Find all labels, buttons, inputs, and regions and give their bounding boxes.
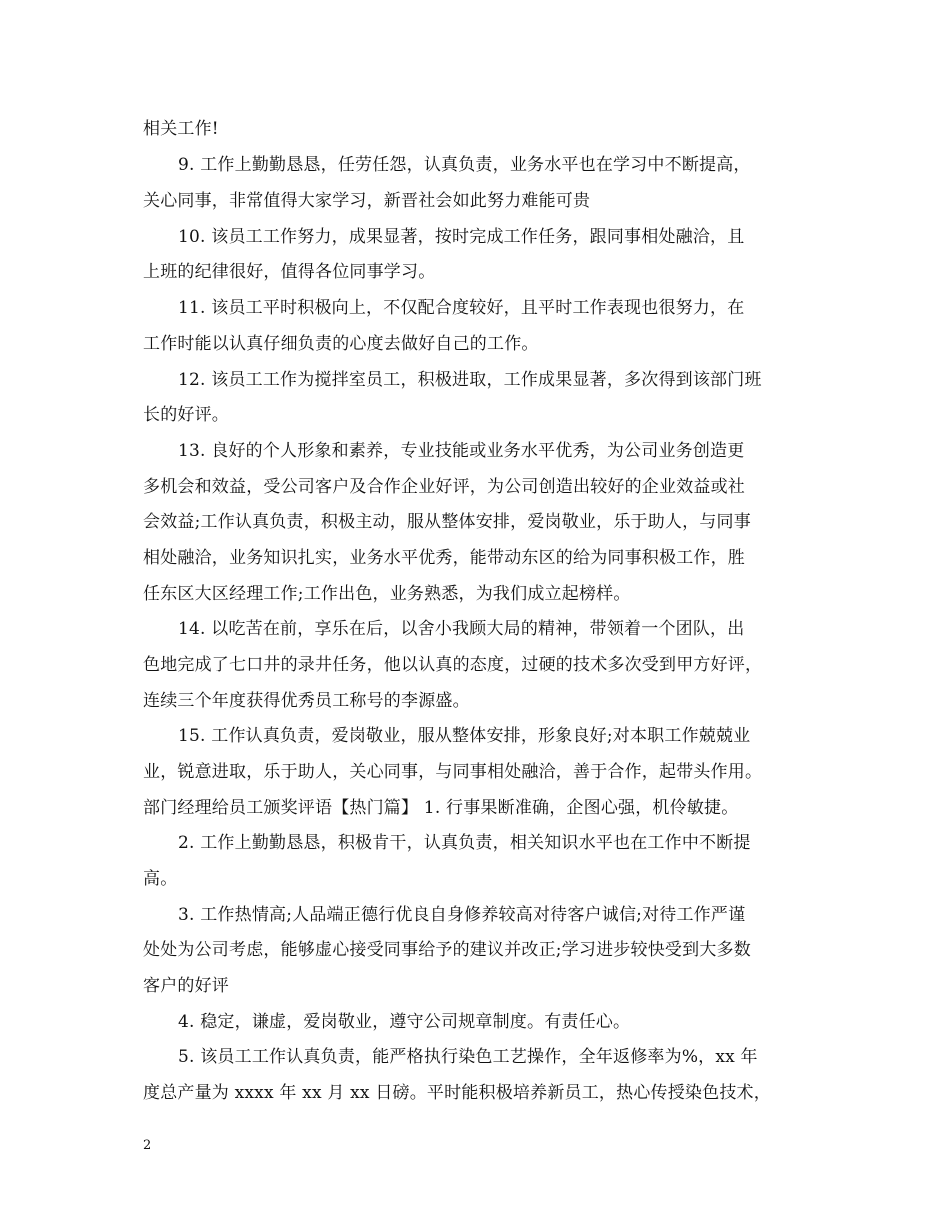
- text-line: 处处为公司考虑，能够虚心接受同事给予的建议并改正;学习进步较快受到大多数: [143, 940, 751, 960]
- text-line: 相处融洽，业务知识扎实，业务水平优秀，能带动东区的给为同事积极工作，胜: [143, 548, 745, 568]
- text-line: 连续三个年度获得优秀员工称号的李源盛。: [143, 691, 470, 711]
- text-line: 度总产量为 xxxx 年 xx 月 xx 日磅。平时能积极培养新员工，热心传授染色技术，: [143, 1083, 771, 1103]
- text-line: 会效益;工作认真负责，积极主动，服从整体安排，爱岗敬业，乐于助人，与同事: [143, 512, 751, 532]
- text-line: 11. 该员工平时积极向上，不仅配合度较好，且平时工作表现也很努力，在: [178, 298, 745, 318]
- text-line: 9. 工作上勤勤恳恳，任劳任怨，认真负责，业务水平也在学习中不断提高，: [178, 155, 751, 175]
- text-line: 业，锐意进取，乐于助人，关心同事，与同事相处融洽，善于合作，起带头作用。: [143, 762, 763, 782]
- text-line: 15. 工作认真负责，爱岗敬业，服从整体安排，形象良好;对本职工作兢兢业: [178, 726, 751, 746]
- text-line: 12. 该员工工作为搅拌室员工，积极进取，工作成果显著，多次得到该部门班: [178, 370, 762, 390]
- text-line: 14. 以吃苦在前，享乐在后，以舍小我顾大局的精神，带领着一个团队，出: [178, 619, 745, 639]
- page-number: 2: [143, 1138, 152, 1153]
- text-line: 关心同事，非常值得大家学习，新晋社会如此努力难能可贵: [143, 191, 591, 211]
- text-line: 客户的好评: [143, 976, 229, 996]
- text-line: 3. 工作热情高;人品端正德行优良自身修养较高对待客户诚信;对待工作严谨: [178, 905, 746, 925]
- text-line: 色地完成了七口井的录井任务，他以认真的态度，过硬的技术多次受到甲方好评，: [143, 655, 763, 675]
- text-line: 2. 工作上勤勤恳恳，积极肯干，认真负责，相关知识水平也在工作中不断提: [178, 833, 751, 853]
- text-line: 高。: [143, 869, 178, 889]
- text-line: 10. 该员工工作努力，成果显著，按时完成工作任务，跟同事相处融洽，且: [178, 227, 745, 247]
- text-line: 相关工作!: [143, 119, 219, 139]
- text-line: 长的好评。: [143, 405, 229, 425]
- section-heading-line: 部门经理给员工颁奖评语【热门篇】 1. 行事果断准确，企图心强，机伶敏捷。: [143, 798, 739, 818]
- text-line: 工作时能以认真仔细负责的心度去做好自己的工作。: [143, 334, 539, 354]
- text-line: 13. 良好的个人形象和素养，专业技能或业务水平优秀，为公司业务创造更: [178, 441, 745, 461]
- text-line: 多机会和效益，受公司客户及合作企业好评，为公司创造出较好的企业效益或社: [143, 477, 745, 497]
- text-line: 4. 稳定，谦虚，爱岗敬业，遵守公司规章制度。有责任心。: [178, 1012, 631, 1032]
- text-line: 任东区大区经理工作;工作出色，业务熟悉，为我们成立起榜样。: [143, 584, 631, 604]
- text-line: 上班的纪律很好，值得各位同事学习。: [143, 262, 436, 282]
- text-line: 5. 该员工工作认真负责，能严格执行染色工艺操作，全年返修率为%，xx 年: [178, 1047, 758, 1067]
